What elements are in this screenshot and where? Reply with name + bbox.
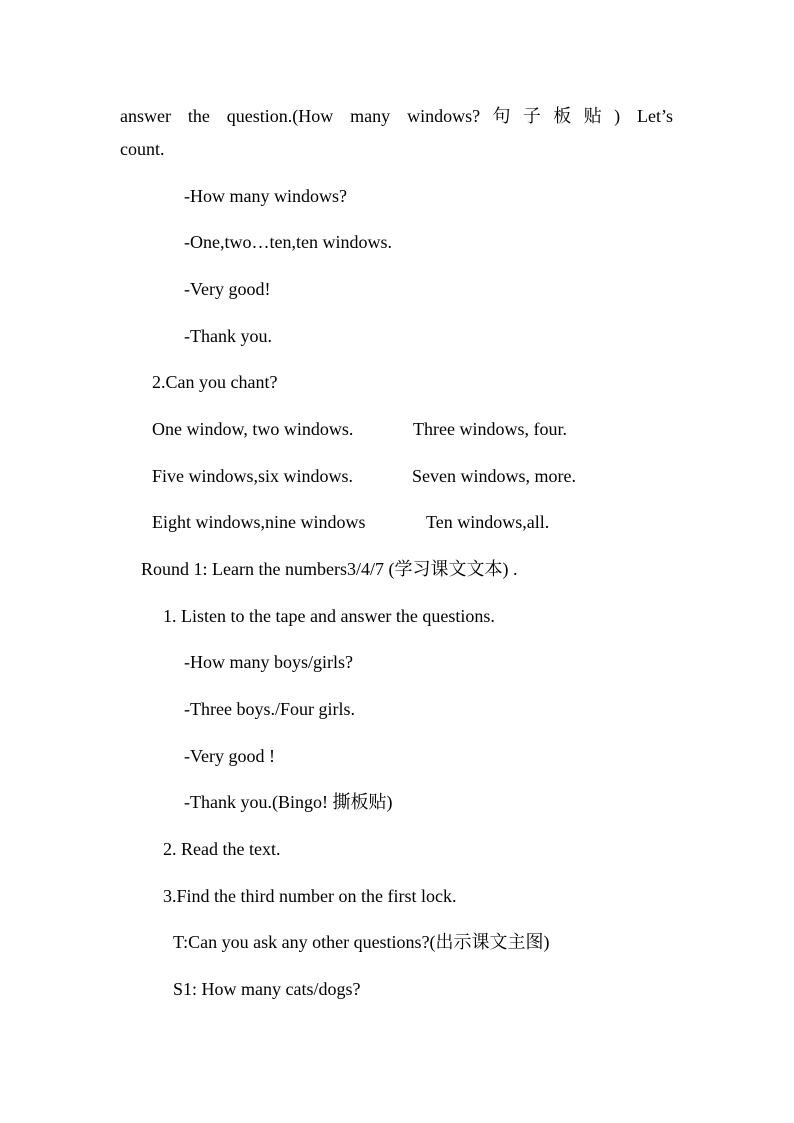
teacher-line: T:Can you ask any other questions?(出示课文主图) bbox=[173, 932, 550, 952]
chant-line-2-right: Seven windows, more. bbox=[412, 466, 576, 486]
dialog2-line-2: -Three boys./Four girls. bbox=[184, 699, 355, 719]
chant-line-1-right: Three windows, four. bbox=[413, 419, 567, 439]
chant-line-3-left: Eight windows,nine windows bbox=[152, 512, 366, 532]
student-line: S1: How many cats/dogs? bbox=[173, 979, 361, 999]
dialog2-line-4: -Thank you.(Bingo! 撕板贴) bbox=[184, 792, 393, 812]
chant-line-1-left: One window, two windows. bbox=[152, 419, 354, 439]
intro-line-1: answer the question.(How many windows?句子板贴) Let’s bbox=[120, 106, 673, 126]
chant-line-2-left: Five windows,six windows. bbox=[152, 466, 354, 486]
step-3: 3.Find the third number on the first lock. bbox=[163, 886, 457, 906]
dialog1-line-4: -Thank you. bbox=[184, 326, 272, 346]
chant-line-3-right: Ten windows,all. bbox=[426, 512, 550, 532]
chant-heading: 2.Can you chant? bbox=[152, 372, 278, 392]
intro-line-2: count. bbox=[120, 139, 165, 159]
step-1: 1. Listen to the tape and answer the questions. bbox=[163, 606, 495, 626]
dialog1-line-3: -Very good! bbox=[184, 279, 271, 299]
step-2: 2. Read the text. bbox=[163, 839, 281, 859]
dialog1-line-1: -How many windows? bbox=[184, 186, 347, 206]
dialog2-line-3: -Very good ! bbox=[184, 746, 275, 766]
round-heading: Round 1: Learn the numbers3/4/7 (学习课文文本) . bbox=[141, 559, 518, 579]
dialog2-line-1: -How many boys/girls? bbox=[184, 652, 353, 672]
dialog1-line-2: -One,two…ten,ten windows. bbox=[184, 232, 392, 252]
